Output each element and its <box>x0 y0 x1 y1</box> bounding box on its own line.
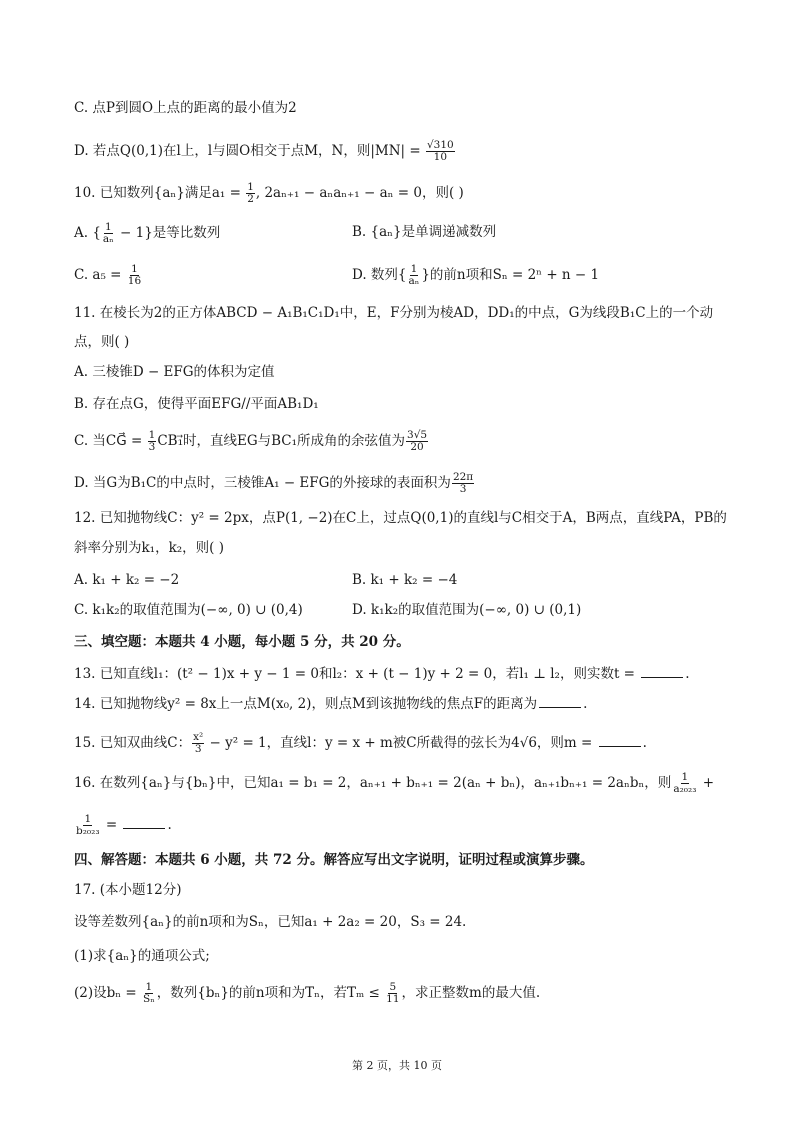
q10-option-c: C. a₅ = $\frac{1}{16}$ <box>74 263 142 287</box>
q11-stem-line2: 点，则( ) <box>74 334 130 350</box>
q12-stem-line2: 斜率分别为k₁，k₂，则( ) <box>74 540 225 556</box>
q16-line1: 16. 在数列{aₙ}与{bₙ}中，已知a₁ = b₁ = 2，aₙ₊₁ + bₙ₊₁ = 2(aₙ + bₙ)，aₙ₊₁bₙ₊₁ = 2aₙbₙ，则 $\frac{1}{\text{a₂₀₂₃}}$ + <box>74 771 715 795</box>
q15: 15. 已知双曲线C： $\frac{\text{x²}}{3}$ − y² = 1，直线l：y = x + m被C所截得的弦长为4√6，则m = . <box>74 731 647 755</box>
q11-option-b: B. 存在点G，使得平面EFG//平面AB₁D₁ <box>74 396 319 412</box>
q13: 13. 已知直线l₁：(t² − 1)x + y − 1 = 0和l₂：x + (t − 1)y + 2 = 0，若l₁ ⊥ l₂，则实数t = . <box>74 666 690 682</box>
answer-blank <box>641 665 683 678</box>
answer-blank <box>539 695 581 708</box>
q12-option-a: A. k₁ + k₂ = −2 <box>74 572 180 588</box>
answer-blank <box>123 816 165 829</box>
q10-option-b: B. {aₙ}是单调递减数列 <box>352 224 497 240</box>
q14: 14. 已知抛物线y² = 8x上一点M(x₀, 2)，则点M到该抛物线的焦点F的距离为 . <box>74 696 588 712</box>
q11-option-d: D. 当G为B₁C的中点时，三棱锥A₁ − EFG的外接球的表面积为 $\frac{22\pi}{3}$ <box>74 471 474 495</box>
page-footer: 第 2 页，共 10 页 <box>352 1059 442 1072</box>
section4-heading: 四、解答题：本题共 6 小题，共 72 分。解答应写出文字说明，证明过程或演算步骤。 <box>74 852 594 868</box>
q17-part2: (2)设bₙ = $\frac{1}{\text{Sₙ}}$ ，数列{bₙ}的前n项和为Tₙ，若Tₘ ≤ $\frac{5}{11}$ ，求正整数m的最大值. <box>74 981 541 1005</box>
q10-option-d: D. 数列{ $\frac{1}{\text{aₙ}}$ }的前n项和Sₙ = 2ⁿ + n − 1 <box>352 263 600 287</box>
q16-line2: $\frac{1}{\text{b₂₀₂₃}}$ = . <box>76 813 172 837</box>
answer-blank <box>599 734 641 747</box>
q12-option-c: C. k₁k₂的取值范围为(−∞, 0) ∪ (0,4) <box>74 602 303 618</box>
q12-option-b: B. k₁ + k₂ = −4 <box>352 572 458 588</box>
q9-option-d: D. 若点Q(0,1)在l上，l与圆O相交于点M，N，则|MN| = $\frac{√310}{10}$ <box>74 139 454 163</box>
q17-title: 17. (本小题12分) <box>74 882 182 898</box>
q11-option-c: C. 当CG⃗ = $\frac{1}{3}$ CB₁⃗时，直线EG与BC₁所成角的余弦值为 $\frac{3√5}{20}$ <box>74 429 428 453</box>
q10-option-a: A. { $\frac{1}{\text{aₙ}}$ − 1}是等比数列 <box>74 221 221 245</box>
q12-stem-line1: 12. 已知抛物线C：y² = 2px，点P(1, −2)在C上，过点Q(0,1)的直线l与C相交于A，B两点，直线PA，PB的 <box>74 510 727 526</box>
q17-stem: 设等差数列{aₙ}的前n项和为Sₙ，已知a₁ + 2a₂ = 20，S₃ = 24. <box>74 914 467 930</box>
q12-option-d: D. k₁k₂的取值范围为(−∞, 0) ∪ (0,1) <box>352 602 582 618</box>
q9-option-c: C. 点P到圆O上点的距离的最小值为2 <box>74 100 297 116</box>
q17-part1: (1)求{aₙ}的通项公式; <box>74 948 210 964</box>
q10-stem: 10. 已知数列{aₙ}满足a₁ = $\frac{1}{2}$ , 2aₙ₊₁ − aₙaₙ₊₁ − aₙ = 0，则( ) <box>74 181 464 205</box>
q11-stem-line1: 11. 在棱长为2的正方体ABCD − A₁B₁C₁D₁中，E，F分别为棱AD，DD₁的中点，G为线段B₁C上的一个动 <box>74 305 714 321</box>
section3-heading: 三、填空题：本题共 4 小题，每小题 5 分，共 20 分。 <box>74 634 410 650</box>
q11-option-a: A. 三棱锥D − EFG的体积为定值 <box>74 364 275 380</box>
